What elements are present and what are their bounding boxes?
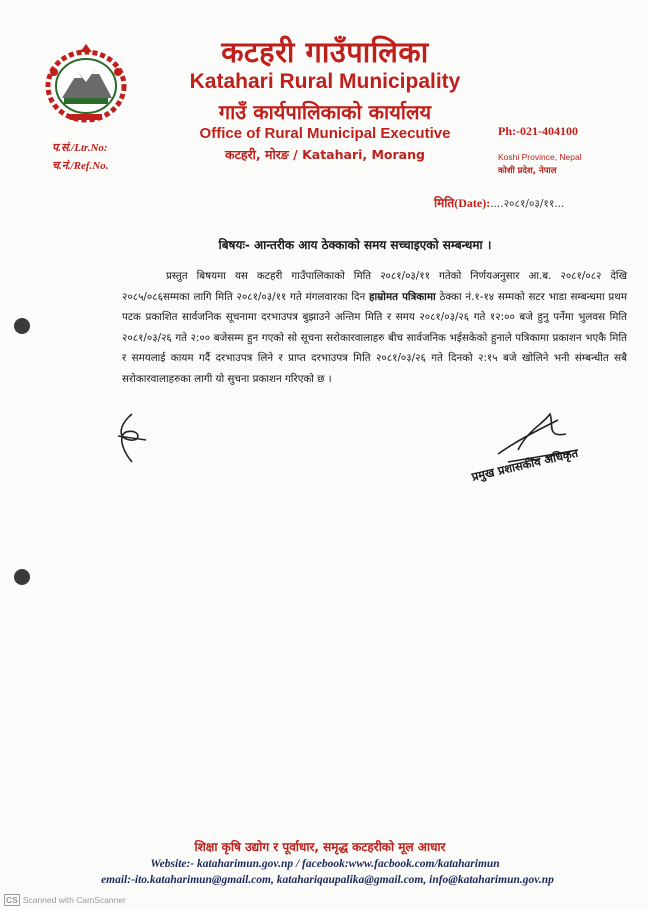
newspaper-name: हाम्रोमत पत्रिकामा <box>369 290 436 303</box>
date-label: मिति <box>434 196 455 210</box>
date-line <box>434 194 564 211</box>
camscanner-logo-icon: CS <box>6 895 18 905</box>
municipality-name-nepali: कटहरी गाउँपालिका <box>221 35 429 69</box>
municipality-name-english: Katahari Rural Municipality <box>189 70 461 93</box>
letter-body <box>122 266 627 389</box>
punch-hole-mark <box>14 318 30 334</box>
initial-signature-icon <box>112 410 152 465</box>
office-address: कटहरी, मोरङ / Katahari, Morang <box>225 147 425 162</box>
letter-subject: बिषयः- आन्तरीक आय ठेक्काको समय सच्चाइएको सम्बन्धमा । <box>218 238 492 252</box>
municipality-emblem-icon <box>40 42 132 124</box>
date-label-english: (Date): <box>454 196 491 210</box>
footer-website: Website:- kataharimun.gov.np / facebook:www.facbook.com/kataharimun <box>150 858 500 870</box>
punch-hole-mark <box>14 569 30 585</box>
scanner-watermark <box>4 894 126 906</box>
body-text-end: ठेक्का नं.१-१४ सम्मको सटर भाडा सम्बन्धमा प्रथम पटक प्रकाशित सार्वजनिक सूचनामा दरभाउपत्र बुझाउने अन्तिम मिति र समय २०८१/०३/२६ गते १२:०० बजे हुनु पर्नेमा भुलवस मिति २०८१/०३/२६ गते २:०० बजेसम्म हुन गएको सो सूचना सरोकारवालाहरु बीच सार्वजनिक भईसकेको हुनाले पत्रिकामा प्रकाशन भएकै मिति र समयलाई कायम गर्दै दरभाउपत्र लिने र प्राप्त दरभाउपत्र मिति २०८१/०३/२६ गते दिनको २:१५ बजे खोलिने भनी संम्बन्धीत सबै सरोकारवालाहरुका लागी यो सुचना प्रकाशन गरिएको छ । <box>122 290 628 385</box>
date-value: ....२०८१/०३/११... <box>490 198 565 210</box>
letter-number-label: प.सं./Ltr.No: <box>52 142 108 154</box>
province-english: Koshi Province, Nepal <box>498 152 582 162</box>
phone-number: Ph:-021-404100 <box>498 124 578 138</box>
office-name-english: Office of Rural Municipal Executive <box>199 125 451 142</box>
footer-tagline: शिक्षा कृषि उद्योग र पूर्वाधार, समृद्ध कटहरीको मूल आधार <box>194 840 446 854</box>
footer-email: email:-ito.kataharimun@gmail.com, katahariqaupalika@gmail.com, info@kataharimun.gov.np <box>101 874 554 886</box>
signatory-title: प्रमुख प्रशासकीय अधिकृत <box>470 445 580 484</box>
scanner-text: Scanned with CamScanner <box>22 895 126 905</box>
province-nepali: कोशी प्रदेश, नेपाल <box>498 166 557 176</box>
office-name-nepali: गाउँ कार्यपालिकाको कार्यालय <box>218 100 432 124</box>
body-text-start: प्रस्तुत बिषयमा यस कटहरी गाउँपालिकाको मिति २०८१/०३/११ गतेको निर्णयअनुसार आ.ब. २०८१/०८२ देखि २०८५/०८६सम्मका लागि मिति २०८१/०३/११ गते मंगलवारका दिन <box>122 270 627 303</box>
reference-number-label: च.नं./Ref.No. <box>52 160 109 172</box>
